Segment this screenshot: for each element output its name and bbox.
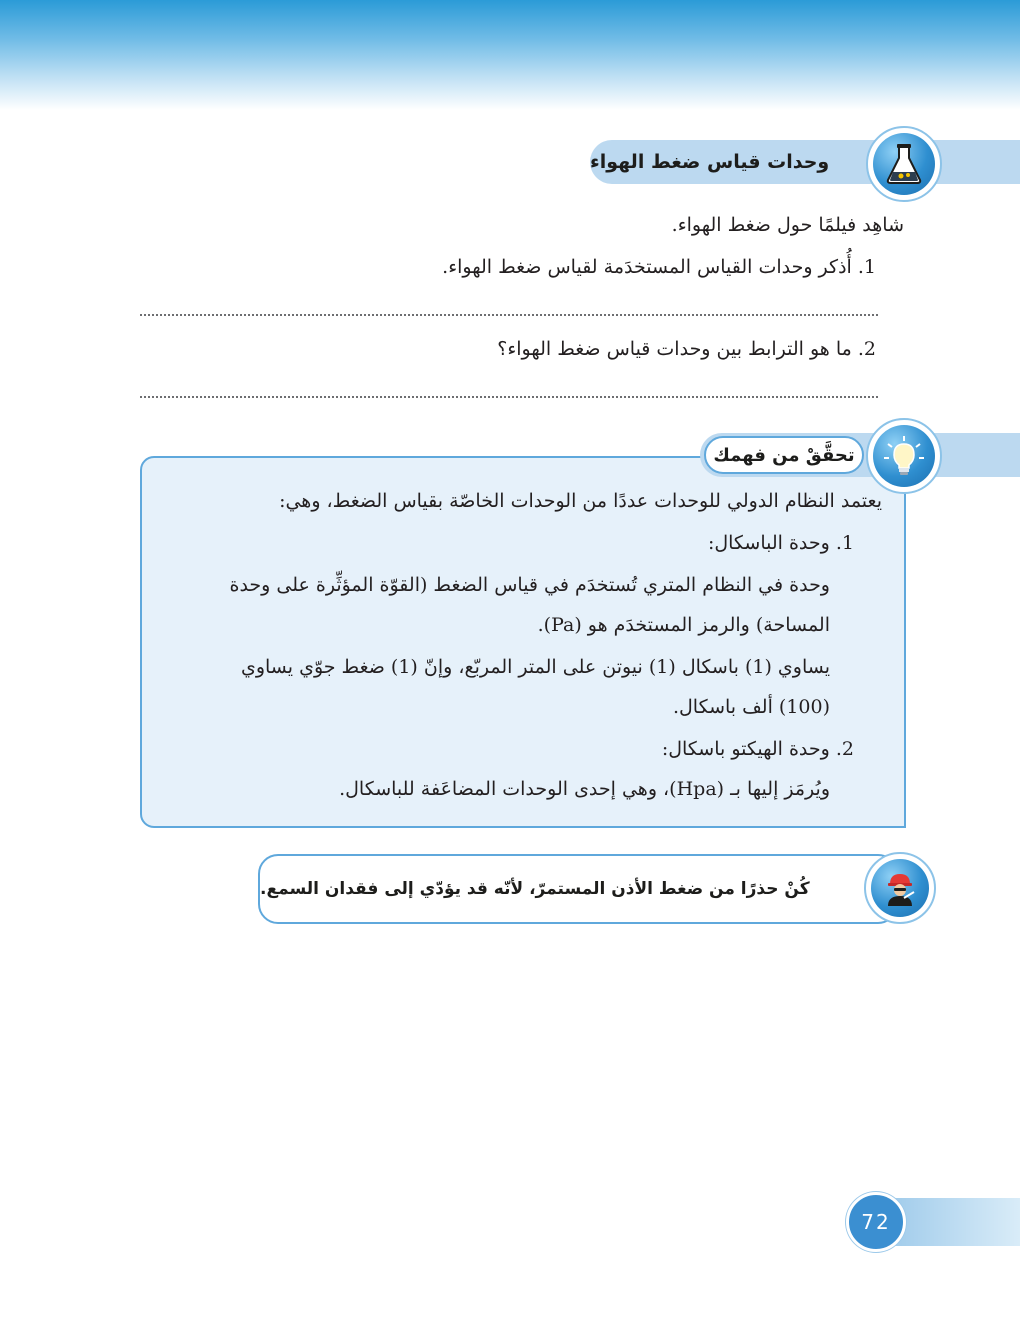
flask-icon — [884, 142, 924, 186]
warning-box — [258, 854, 898, 924]
item1-line1: وحدة في النظام المتري تُستخدَم في قياس الضغط (القوّة المؤثِّرة على وحدة — [229, 574, 830, 596]
check-content — [150, 486, 882, 816]
answer-line-2 — [140, 396, 878, 398]
item1-line3: يساوي (1) باسكال (1) نيوتن على المتر المربّع، وإنّ (1) ضغط جوّي يساوي — [240, 656, 830, 678]
check-badge — [866, 418, 942, 494]
warning-text: كُنْ حذرًا من ضغط الأذن المستمرّ، لأنّه قد يؤدّي إلى فقدان السمع. — [260, 879, 810, 899]
section-header — [590, 140, 1020, 184]
check-title: تحقَّقْ من فهمك — [704, 436, 864, 474]
activity-intro: شاهِد فيلمًا حول ضغط الهواء. — [671, 214, 904, 236]
item2-line1: ويُرمَز إليها بـ (Hpa)، وهي إحدى الوحدات المضاعَفة للباسكال. — [339, 778, 830, 800]
warning-badge — [864, 852, 936, 924]
section-title: وحدات قياس ضغط الهواء — [590, 151, 830, 173]
question-2: 2. ما هو الترابط بين وحدات قياس ضغط الهواء؟ — [497, 338, 876, 360]
answer-line-1 — [140, 314, 878, 316]
question-1: 1. أُذكر وحدات القياس المستخدَمة لقياس ضغط الهواء. — [442, 256, 876, 278]
lightbulb-icon — [882, 434, 926, 478]
item1-line4: (100) ألف باسكال. — [672, 696, 830, 718]
check-intro: يعتمد النظام الدولي للوحدات عددًا من الوحدات الخاصّة بقياس الضغط، وهي: — [279, 490, 882, 512]
worker-helmet-icon — [880, 868, 920, 908]
item1-line2: المساحة) والرمز المستخدَم هو (Pa). — [537, 614, 830, 636]
section-badge — [866, 126, 942, 202]
top-gradient-band — [0, 0, 1020, 110]
item1-title: 1. وحدة الباسكال: — [707, 532, 854, 554]
item2-title: 2. وحدة الهيكتو باسكال: — [661, 738, 854, 760]
page-number: 72 — [846, 1192, 906, 1252]
